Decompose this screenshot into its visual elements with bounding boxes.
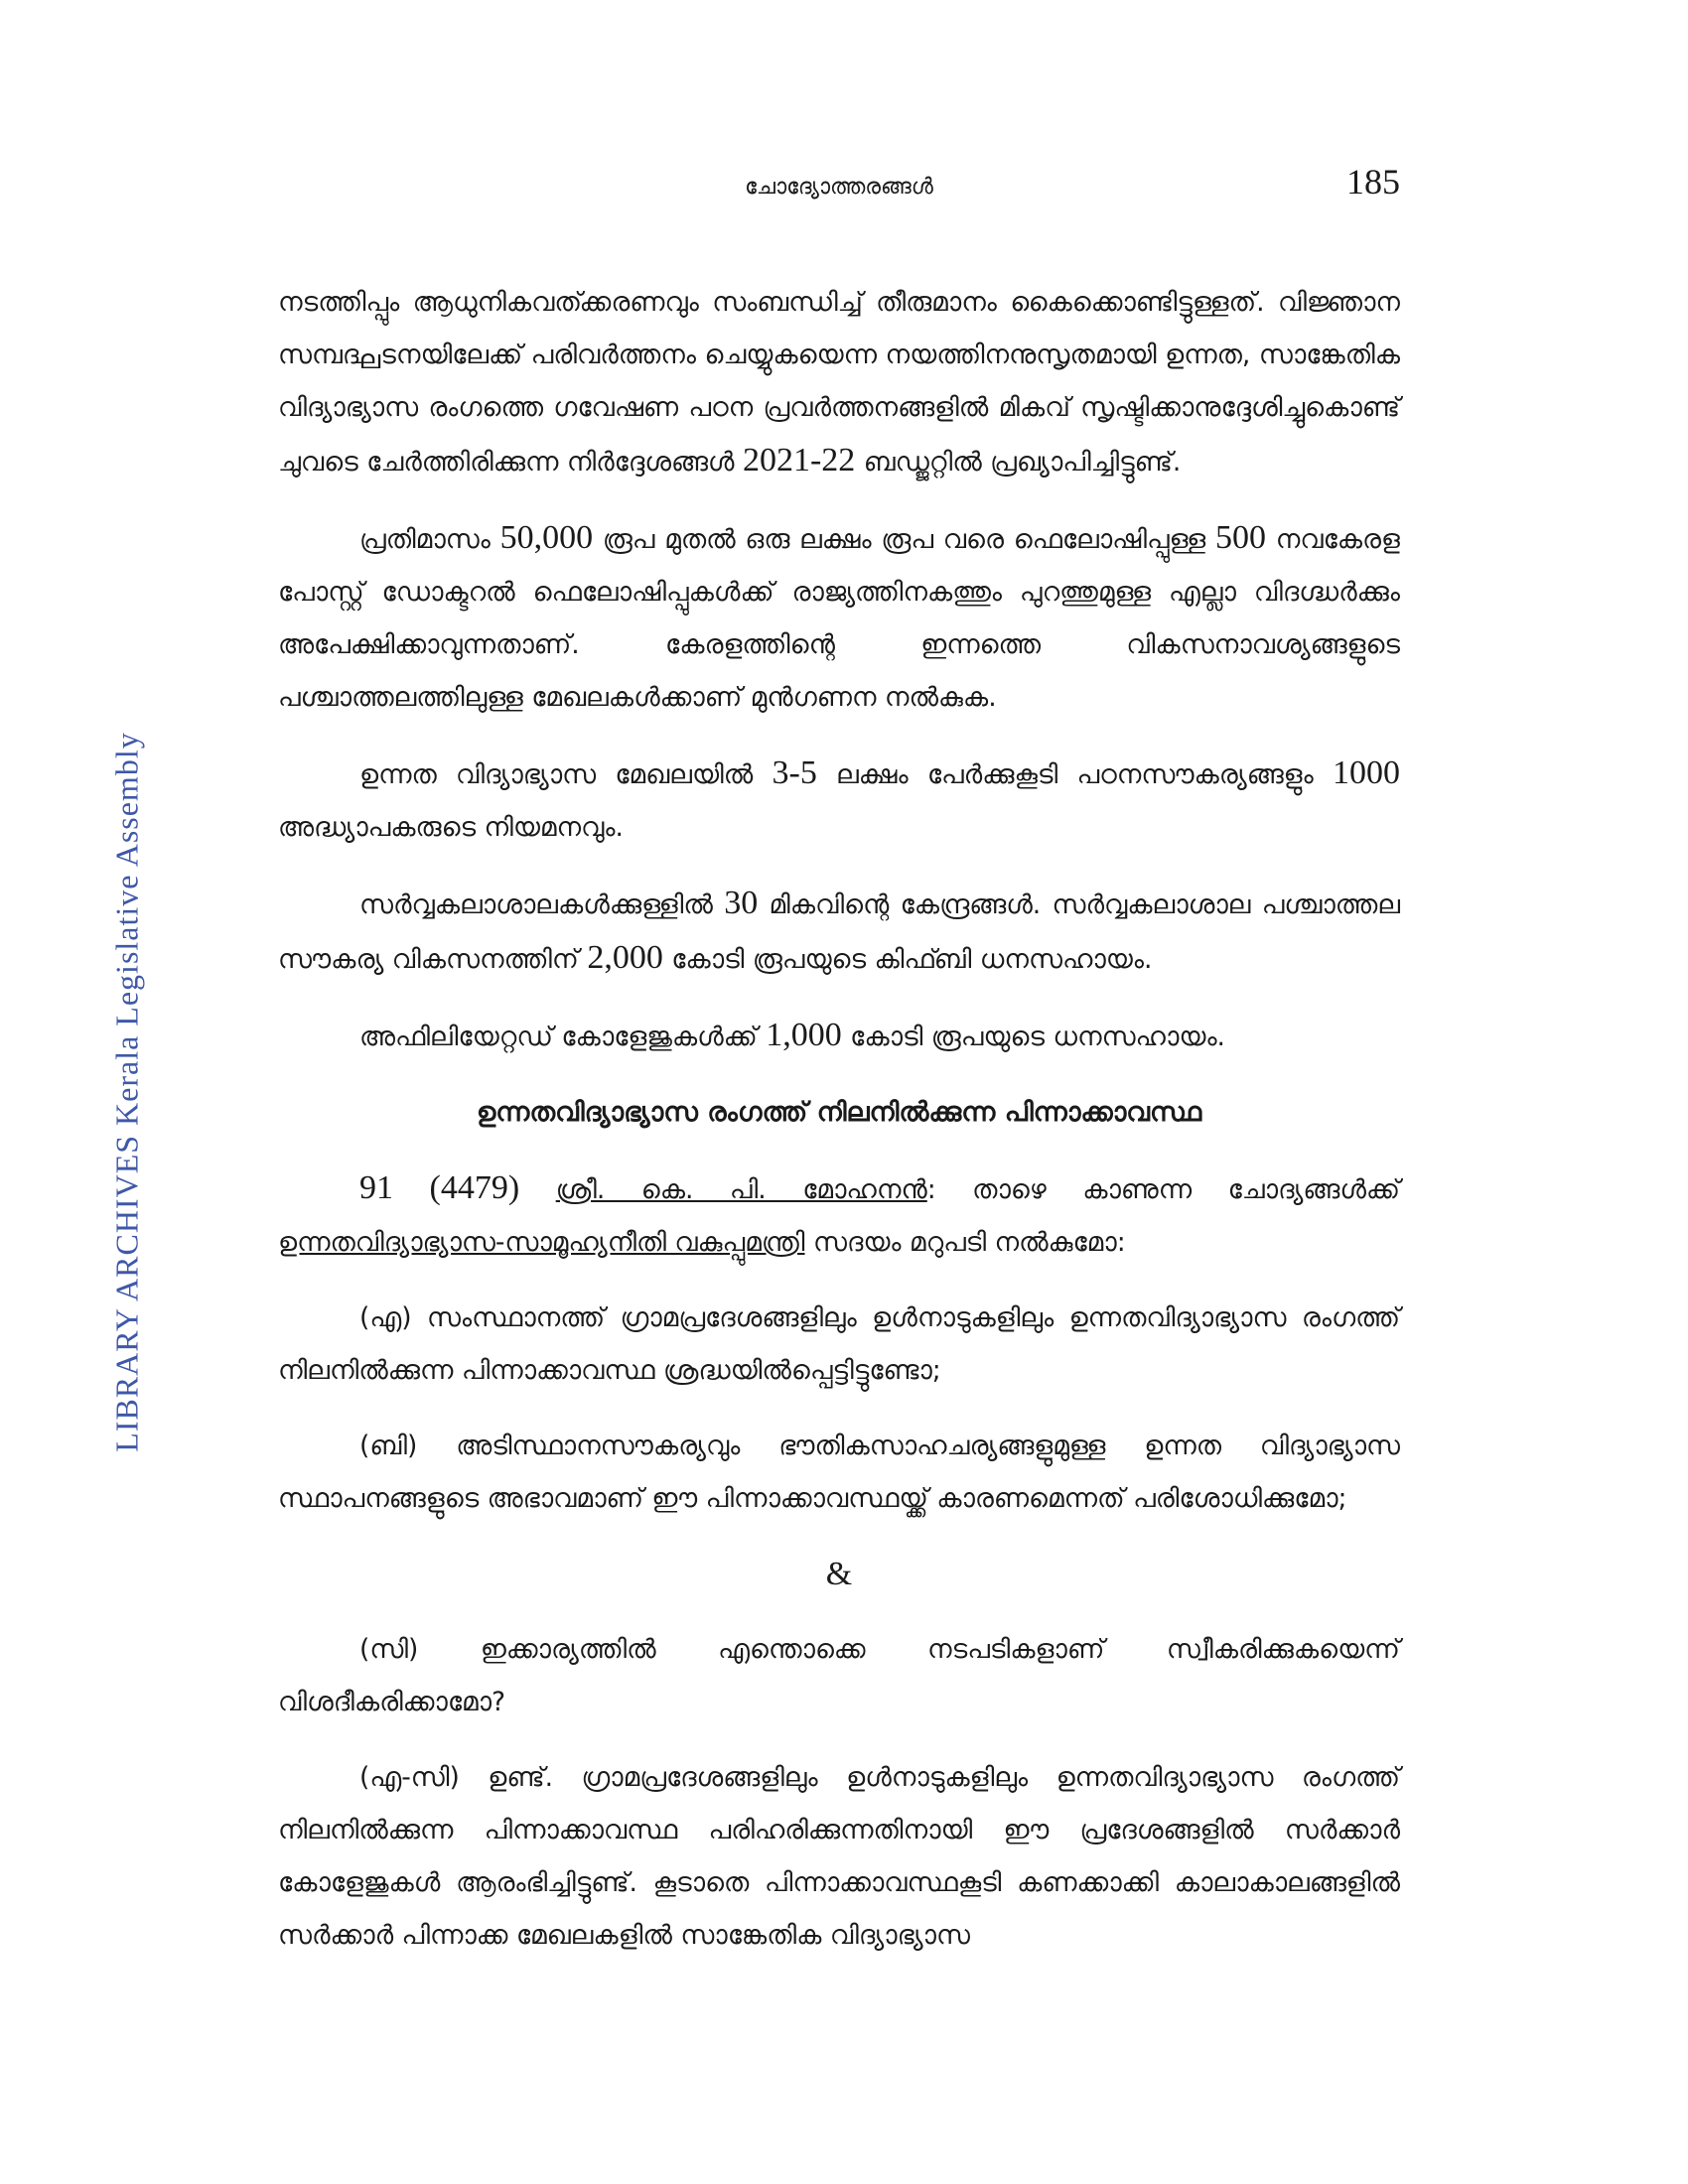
question-a: (എ) സംസ്ഥാനത്ത് ഗ്രാമപ്രദേശങ്ങളിലും ഉൾനാടുകളിലും ഉന്നതവിദ്യാഭ്യാസ രംഗത്ത് നിലനിൽക്കുന്ന പിന്നാക്കാവസ്ഥ ശ്രദ്ധയിൽപ്പെട്ടിട്ടുണ്ടോ; [278,1302,1400,1386]
question-intro [278,1161,1400,1269]
question-b: (ബി) അടിസ്ഥാനസൗകര്യവും ഭൗതികസാഹചര്യങ്ങളുമുള്ള ഉന്നത വിദ്യാഭ്യാസ സ്ഥാപനങ്ങളുടെ അഭാവമാണ് ഈ പിന്നാക്കാവസ്ഥയ്ക്ക് കാരണമെന്നത് പരിശോധിക്കുമോ; [278,1431,1400,1514]
seats-lakh: 3-5 [772,754,817,791]
paragraph-text: നവകേരള പോസ്റ്റ് ഡോക്ടറൽ ഫെലോഷിപ്പുകൾക്ക് രാജ്യത്തിനകത്തും പുറത്തുമുള്ള എല്ലാ വിദഗ്ദ്ധർക്കും അപേക്ഷിക്കാവുന്നതാണ്. കേരളത്തിന്റെ ഇന്നത്തെ വികസനാവശ്യങ്ങളുടെ പശ്ചാത്തലത്തിലുള്ള മേഖലകൾക്കാണ് മുൻഗണന നൽകുക. [278,524,1400,713]
paragraph-text: കോടി രൂപയുടെ കിഫ്ബി ധനസഹായം. [671,944,1153,975]
fellowship-amount: 50,000 [499,519,594,556]
paragraph-text: ബഡ്ജറ്റിൽ പ്രഖ്യാപിച്ചിട്ടുണ്ട്. [863,447,1182,478]
centre-count: 30 [724,885,759,921]
minister-title: ഉന്നതവിദ്യാഭ്യാസ-സാമൂഹ്യനീതി വകുപ്പുമന്ത്രി [278,1227,805,1258]
paragraph-text: സദയം മറുപടി നൽകുമോ: [812,1227,1126,1258]
page-number: 185 [1346,162,1400,202]
paragraph-text: രൂപ മുതൽ ഒരു ലക്ഷം രൂപ വരെ ഫെലോഷിപ്പുള്ള [602,524,1206,555]
question-heading: ഉന്നതവിദ്യാഭ്യാസ രംഗത്ത് നിലനിൽക്കുന്ന പിന്നാക്കാവസ്ഥ [476,1097,1202,1128]
paragraph-higher-education-seats [278,747,1400,854]
paragraph-text: നടത്തിപ്പും ആധുനികവത്ക്കരണവും സംബന്ധിച്ച് തീരുമാനം കൈക്കൊണ്ടിട്ടുള്ളത്. വിജ്ഞാന സമ്പദ്ഘടനയിലേക്ക് പരിവർത്തനം ചെയ്യുകയെന്ന നയത്തിനനുസൃതമായി ഉന്നത, സാങ്കേതിക വിദ്യാഭ്യാസ രംഗത്തെ ഗവേഷണ പഠന പ്രവർത്തനങ്ങളിൽ മികവ് സൃഷ്ടിക്കാനുദ്ദേശിച്ചുകൊണ്ട് ചുവടെ ചേർത്തിരിക്കുന്ന നിർദ്ദേശങ്ങൾ [278,287,1400,478]
question-c: (സി) ഇക്കാര്യത്തിൽ എന്തൊക്കെ നടപടികളാണ് സ്വീകരിക്കുകയെന്ന് വിശദീകരിക്കാമോ? [278,1634,1400,1717]
fellowship-count: 500 [1214,519,1266,556]
running-title: ചോദ്യോത്തരങ്ങൾ [745,175,933,200]
paragraph-text: : താഴെ കാണുന്ന ചോദ്യങ്ങൾക്ക് [926,1174,1400,1205]
archive-watermark: LIBRARY ARCHIVES Kerala Legislative Assembly [108,732,145,1452]
question-number: 91 (4479) [359,1169,520,1206]
teacher-count: 1000 [1332,754,1400,791]
answer-a-c: (എ-സി) ഉണ്ട്. ഗ്രാമപ്രദേശങ്ങളിലും ഉൾനാടുകളിലും ഉന്നതവിദ്യാഭ്യാസ രംഗത്ത് നിലനിൽക്കുന്ന പിന്നാക്കാവസ്ഥ പരിഹരിക്കുന്നതിനായി ഈ പ്രദേശങ്ങളിൽ സർക്കാർ കോളേജുകൾ ആരംഭിച്ചിട്ടുണ്ട്. കൂടാതെ പിന്നാക്കാവസ്ഥകൂടി കണക്കാക്കി കാലാകാലങ്ങളിൽ സർക്കാർ പിന്നാക്ക മേഖലകളിൽ സാങ്കേതിക വിദ്യാഭ്യാസ [278,1762,1400,1951]
page-header [278,161,1400,210]
paragraph-text: മികവിന്റെ കേന്ദ്രങ്ങൾ. സർവ്വകലാശാല പശ്ചാത്തല സൗകര്യ വികസനത്തിന് [278,889,1400,975]
paragraph-fellowship [278,511,1400,724]
paragraph-text: കോടി രൂപയുടെ ധനസഹായം. [850,1022,1225,1052]
kiifb-amount: 2,000 [587,939,663,976]
page-body [278,276,1400,1984]
paragraph-text: ഉന്നത വിദ്യാഭ്യാസ മേഖലയിൽ [359,759,754,790]
paragraph-centres-of-excellence [278,877,1400,986]
affiliated-amount: 1,000 [766,1017,842,1053]
ampersand-separator: & [825,1556,853,1592]
paragraph-text: അദ്ധ്യാപകരുടെ നിയമനവും. [278,812,624,843]
paragraph-affiliated-colleges [278,1009,1400,1063]
member-name: ശ്രീ. കെ. പി. മോഹനൻ [555,1174,927,1205]
paragraph-budget-continuation [278,276,1400,488]
paragraph-text: അഫിലിയേറ്റഡ് കോളേജുകൾക്ക് [359,1022,758,1052]
paragraph-text: ലക്ഷം പേർക്കുകൂടി പഠനസൗകര്യങ്ങളും [836,759,1314,790]
paragraph-text: സർവ്വകലാശാലകൾക്കുള്ളിൽ [359,889,713,920]
budget-year: 2021-22 [742,442,856,478]
paragraph-text: പ്രതിമാസം [359,524,491,555]
